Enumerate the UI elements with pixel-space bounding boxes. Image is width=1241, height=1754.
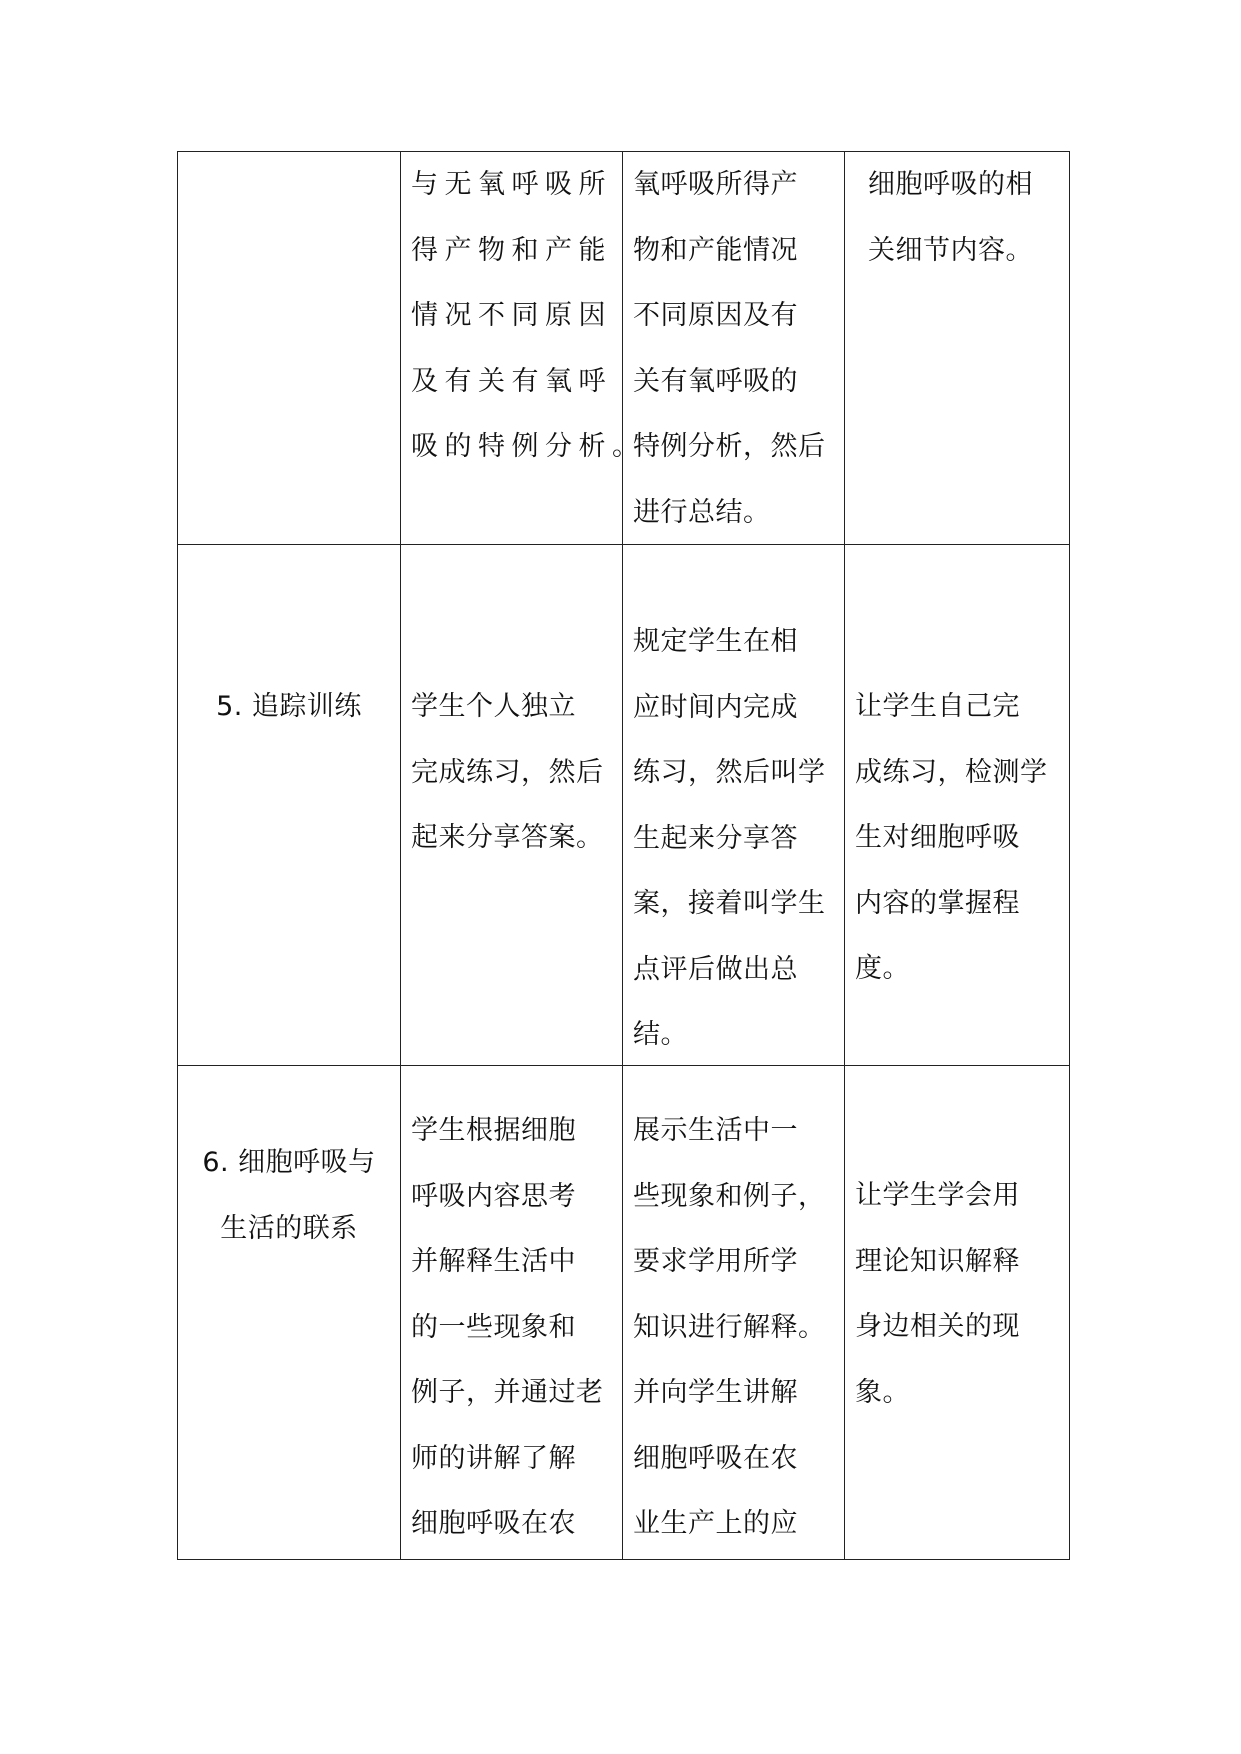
table-cell-student-activity: 与无氧呼吸所 得产物和产能 情况不同原因 及有关有氧呼 吸的特例分析。 (411, 169, 646, 462)
table-cell-student-activity: 学生根据细胞 呼吸内容思考 并解释生活中 的一些现象和 例子，并通过老 师的讲解了解 细胞呼吸在农 (411, 1115, 604, 1539)
table-cell-step: 6. 细胞呼吸与 生活的联系 (202, 1147, 376, 1244)
column-divider (400, 152, 401, 1559)
column-divider (844, 152, 845, 1559)
table-cell-teacher-activity: 展示生活中一 些现象和例子， 要求学用所学 知识进行解释。 并向学生讲解 细胞呼吸在农 业生产上的应 (633, 1115, 826, 1539)
table-cell-step: 5. 追踪训练 (216, 691, 362, 722)
table-cell-design-purpose: 让学生自己完 成练习，检测学 生对细胞呼吸 内容的掌握程 度。 (855, 691, 1048, 984)
table-cell-teacher-activity: 规定学生在相 应时间内完成 练习，然后叫学 生起来分享答 案，接着叫学生 点评后做出总 结。 (633, 626, 826, 1050)
lesson-plan-table (177, 151, 1070, 1560)
table-cell-student-activity: 学生个人独立 完成练习，然后 起来分享答案。 (411, 691, 604, 853)
table-cell-teacher-activity: 氧呼吸所得产 物和产能情况 不同原因及有 关有氧呼吸的 特例分析，然后 进行总结。 (633, 169, 826, 528)
row-divider (178, 544, 1069, 545)
table-cell-design-purpose: 让学生学会用 理论知识解释 身边相关的现 象。 (855, 1180, 1020, 1408)
row-divider (178, 1065, 1069, 1066)
table-cell-design-purpose: 细胞呼吸的相 关细节内容。 (868, 169, 1033, 266)
